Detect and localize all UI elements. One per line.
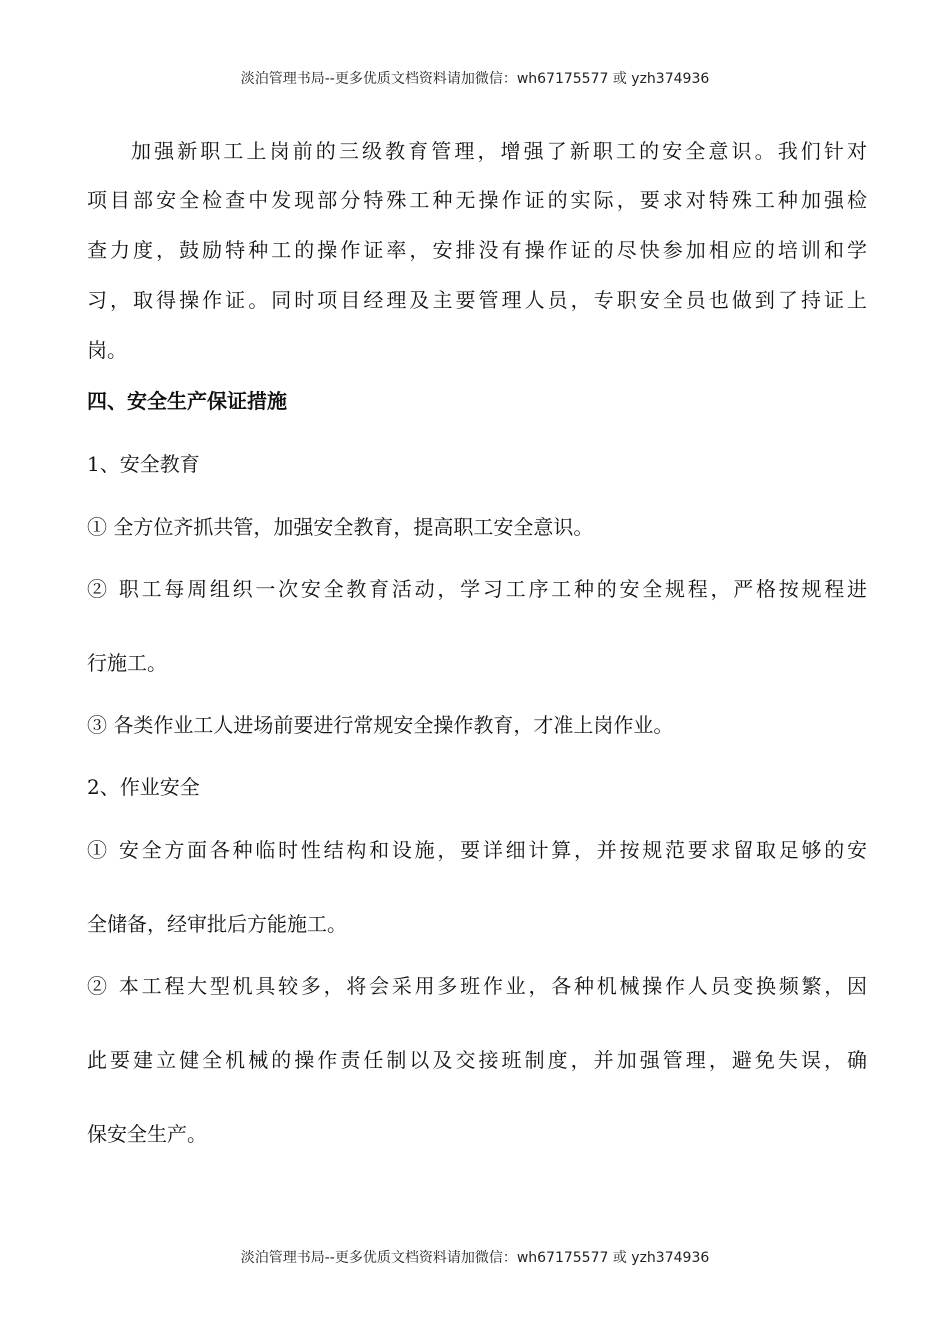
subheading-safety-education: 1、安全教育 <box>87 452 200 476</box>
list-item: ① 全方位齐抓共管，加强安全教育，提高职工安全意识。 <box>87 515 594 539</box>
list-item-continuation: 全储备，经审批后方能施工。 <box>87 912 347 936</box>
intro-line-5: 岗。 <box>87 338 127 362</box>
intro-line-2: 项目部安全检查中发现部分特殊工种无操作证的实际，要求对特殊工种加强检 <box>87 188 867 212</box>
list-item: ③ 各类作业工人进场前要进行常规安全操作教育，才准上岗作业。 <box>87 713 674 737</box>
list-item: ② 本工程大型机具较多，将会采用多班作业，各种机械操作人员变换频繁，因 <box>87 974 867 998</box>
subheading-work-safety: 2、作业安全 <box>87 775 200 799</box>
intro-line-3: 查力度，鼓励特种工的操作证率，安排没有操作证的尽快参加相应的培训和学 <box>87 238 867 262</box>
intro-line-1: 加强新职工上岗前的三级教育管理，增强了新职工的安全意识。我们针对 <box>131 139 867 163</box>
list-item-continuation: 此要建立健全机械的操作责任制以及交接班制度，并加强管理，避免失误，确 <box>87 1048 867 1072</box>
list-item-continuation: 保安全生产。 <box>87 1122 207 1146</box>
section-title: 四、安全生产保证措施 <box>87 389 287 413</box>
list-item: ① 安全方面各种临时性结构和设施，要详细计算，并按规范要求留取足够的安 <box>87 838 867 862</box>
list-item: ② 职工每周组织一次安全教育活动，学习工序工种的安全规程，严格按规程进 <box>87 577 867 601</box>
intro-line-4: 习，取得操作证。同时项目经理及主要管理人员，专职安全员也做到了持证上 <box>87 288 867 312</box>
page-footer: 淡泊管理书局--更多优质文档资料请加微信：wh67175577 或 yzh374936 <box>240 1250 710 1266</box>
page-header: 淡泊管理书局--更多优质文档资料请加微信：wh67175577 或 yzh374936 <box>240 71 710 87</box>
list-item-continuation: 行施工。 <box>87 651 167 675</box>
